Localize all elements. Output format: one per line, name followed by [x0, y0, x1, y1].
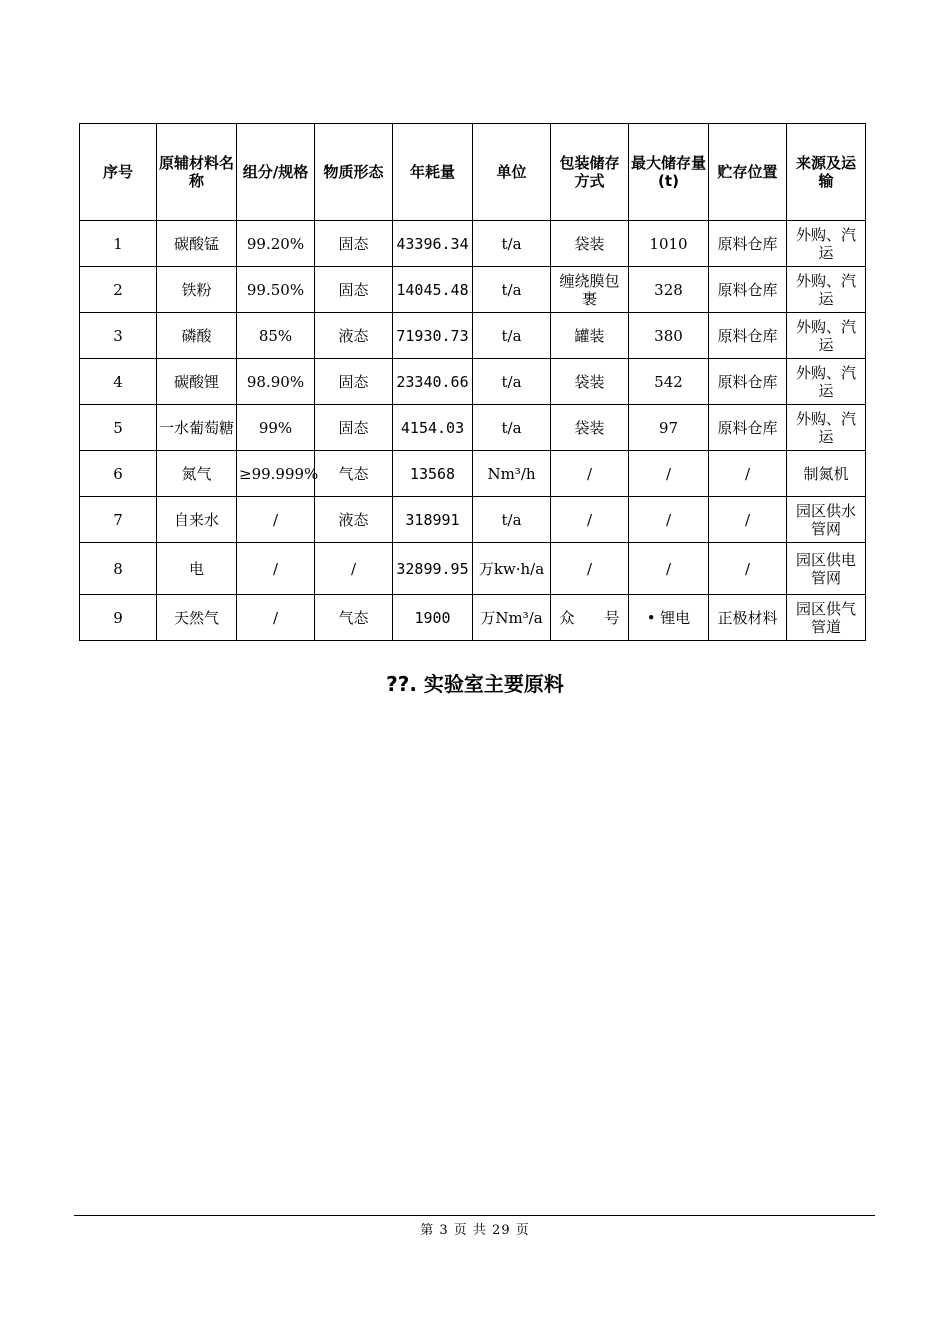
table-cell: t/a — [473, 405, 551, 451]
table-cell: / — [709, 497, 787, 543]
table-cell: 气态 — [315, 451, 393, 497]
table-cell: 原料仓库 — [709, 405, 787, 451]
table-cell: 磷酸 — [157, 313, 237, 359]
table-cell: / — [237, 595, 315, 641]
table-cell: 液态 — [315, 313, 393, 359]
table-row — [80, 313, 866, 359]
table-cell: 碳酸锰 — [157, 221, 237, 267]
table-cell: 众 号 — [551, 595, 629, 641]
table-cell: 9 — [80, 595, 157, 641]
table-cell: 99.20% — [237, 221, 315, 267]
table-cell: 43396.34 — [393, 221, 473, 267]
table-cell: 制氮机 — [787, 451, 866, 497]
header-cell: 贮存位置 — [709, 124, 787, 221]
table-row — [80, 595, 866, 641]
header-cell: 年耗量 — [393, 124, 473, 221]
section-title: ??. 实验室主要原料 — [386, 672, 564, 696]
table-row — [80, 543, 866, 595]
table-cell: 23340.66 — [393, 359, 473, 405]
table-cell: 袋装 — [551, 221, 629, 267]
table-cell: 外购、汽运 — [787, 313, 866, 359]
table-cell: 71930.73 — [393, 313, 473, 359]
table-cell: 8 — [80, 543, 157, 595]
table-cell: 缠绕膜包裹 — [551, 267, 629, 313]
table-cell: 袋装 — [551, 359, 629, 405]
table-row — [80, 451, 866, 497]
table-cell: 32899.95 — [393, 543, 473, 595]
table-row — [80, 267, 866, 313]
table-cell: t/a — [473, 313, 551, 359]
table-cell: / — [629, 451, 709, 497]
table-row — [80, 405, 866, 451]
table-cell: / — [709, 543, 787, 595]
table-header-row — [80, 124, 866, 221]
table-cell: / — [551, 543, 629, 595]
table-cell: 外购、汽运 — [787, 221, 866, 267]
table-cell: • 锂电 — [629, 595, 709, 641]
table-cell: 铁粉 — [157, 267, 237, 313]
table-cell: t/a — [473, 221, 551, 267]
table-cell: 园区供气管道 — [787, 595, 866, 641]
table-cell: 98.90% — [237, 359, 315, 405]
table-cell: 99.50% — [237, 267, 315, 313]
table-cell: 外购、汽运 — [787, 405, 866, 451]
table-cell: 原料仓库 — [709, 359, 787, 405]
table-cell: 固态 — [315, 405, 393, 451]
table-row — [80, 359, 866, 405]
raw-materials-table — [79, 123, 866, 641]
table-cell: / — [315, 543, 393, 595]
table-cell: 3 — [80, 313, 157, 359]
header-cell: 最大储存量(t) — [629, 124, 709, 221]
header-cell: 物质形态 — [315, 124, 393, 221]
table-cell: 一水葡萄糖 — [157, 405, 237, 451]
table-cell: 6 — [80, 451, 157, 497]
table-cell: 4154.03 — [393, 405, 473, 451]
table-cell: 电 — [157, 543, 237, 595]
table-cell: t/a — [473, 497, 551, 543]
table-cell: 液态 — [315, 497, 393, 543]
table-cell: / — [709, 451, 787, 497]
table-cell: 380 — [629, 313, 709, 359]
table-cell: 7 — [80, 497, 157, 543]
table-cell: ≥99.999% — [237, 451, 315, 497]
table-cell: 碳酸锂 — [157, 359, 237, 405]
table-cell: 14045.48 — [393, 267, 473, 313]
page-footer: 第 3 页 共 29 页 — [420, 1223, 530, 1238]
table-cell: 氮气 — [157, 451, 237, 497]
table-cell: 5 — [80, 405, 157, 451]
table-cell: 328 — [629, 267, 709, 313]
table-cell: 自来水 — [157, 497, 237, 543]
header-cell: 组分/规格 — [237, 124, 315, 221]
header-cell: 来源及运输 — [787, 124, 866, 221]
table-cell: 袋装 — [551, 405, 629, 451]
table-cell: 外购、汽运 — [787, 359, 866, 405]
table-row — [80, 221, 866, 267]
table-cell: 正极材料 — [709, 595, 787, 641]
table-cell: 318991 — [393, 497, 473, 543]
table-cell: 外购、汽运 — [787, 267, 866, 313]
header-cell: 包装储存方式 — [551, 124, 629, 221]
table-cell: 园区供水管网 — [787, 497, 866, 543]
table-cell: 542 — [629, 359, 709, 405]
table-cell: / — [629, 497, 709, 543]
table-cell: 99% — [237, 405, 315, 451]
table-cell: 固态 — [315, 221, 393, 267]
table-cell: 原料仓库 — [709, 313, 787, 359]
table-cell: 1010 — [629, 221, 709, 267]
header-cell: 序号 — [80, 124, 157, 221]
table-cell: 4 — [80, 359, 157, 405]
table-cell: 85% — [237, 313, 315, 359]
table-cell: 1 — [80, 221, 157, 267]
table-cell: 原料仓库 — [709, 267, 787, 313]
footer-divider — [74, 1215, 875, 1216]
table-cell: / — [551, 497, 629, 543]
table-cell: 1900 — [393, 595, 473, 641]
table-cell: 罐装 — [551, 313, 629, 359]
table-cell: 天然气 — [157, 595, 237, 641]
table-cell: 园区供电管网 — [787, 543, 866, 595]
table-cell: / — [629, 543, 709, 595]
table-cell: 万Nm³/a — [473, 595, 551, 641]
table-cell: t/a — [473, 267, 551, 313]
table-cell: 97 — [629, 405, 709, 451]
table-cell: 2 — [80, 267, 157, 313]
header-cell: 单位 — [473, 124, 551, 221]
table-row — [80, 497, 866, 543]
table-cell: / — [237, 543, 315, 595]
table-cell: 固态 — [315, 359, 393, 405]
table-cell: 13568 — [393, 451, 473, 497]
header-cell: 原辅材料名称 — [157, 124, 237, 221]
table-cell: / — [551, 451, 629, 497]
table-body — [80, 221, 866, 641]
table-cell: 气态 — [315, 595, 393, 641]
table-cell: t/a — [473, 359, 551, 405]
table-cell: 万kw·h/a — [473, 543, 551, 595]
table-cell: / — [237, 497, 315, 543]
table-cell: Nm³/h — [473, 451, 551, 497]
table-cell: 固态 — [315, 267, 393, 313]
table-cell: 原料仓库 — [709, 221, 787, 267]
